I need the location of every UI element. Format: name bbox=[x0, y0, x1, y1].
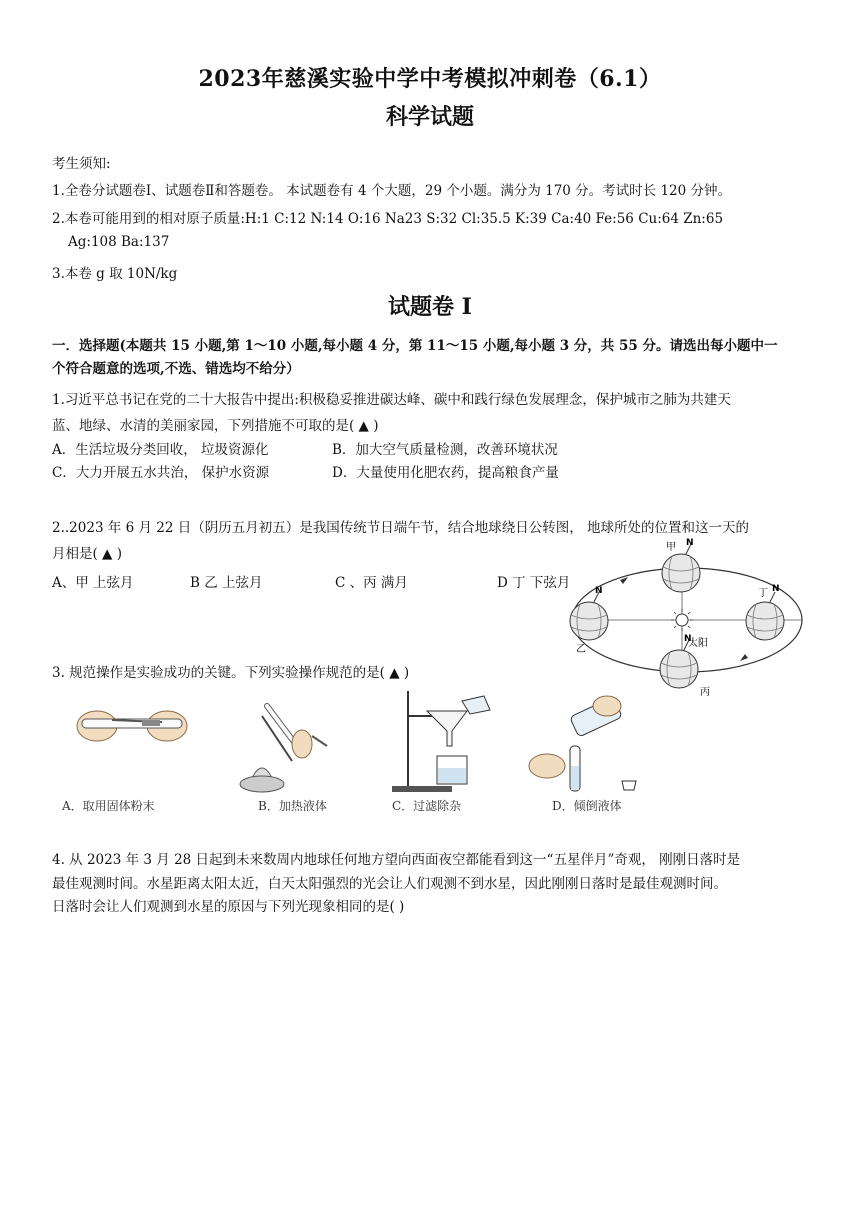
orbit-arrow-right bbox=[740, 654, 748, 661]
part1-instructions-2: 个符合题意的选项,不选、错选均不给分） bbox=[52, 361, 300, 377]
q2-stem-2: 月相是( ▲ ) bbox=[52, 546, 122, 562]
q1-option-c[interactable]: C．大力开展五水共治， 保护水资源 bbox=[52, 465, 270, 481]
q3-caption-b: B．加热液体 bbox=[258, 799, 327, 813]
position-label-ding: 丁 bbox=[758, 588, 768, 599]
q4-stem-2: 最佳观测时间。水星距离太阳太近，白天太阳强烈的光会让人们观测不到水星，因此刚刚日落时是最佳观测时间。 bbox=[52, 876, 727, 892]
q1-stem-1: 1.习近平总书记在党的二十大报告中提出:积极稳妥推进碳达峰、碳中和践行绿色发展理念，保护城市之肺为共建天 bbox=[52, 392, 731, 408]
filtration-icon bbox=[392, 691, 490, 792]
q2-option-a[interactable]: A、甲 上弦月 bbox=[52, 575, 134, 591]
q3-stem: 3. 规范操作是实验成功的关键。下列实验操作规范的是( ▲ ) bbox=[52, 665, 410, 681]
orbit-arrow-left bbox=[620, 577, 628, 584]
q1-options-row-1 bbox=[52, 438, 558, 458]
earth-globe-yi-icon bbox=[570, 592, 608, 640]
q2-stem-1: 2..2023 年 6 月 22 日（阴历五月初五）是我国传统节日端午节，结合地球绕日公转图， 地球所处的位置和这一天的 bbox=[52, 520, 750, 536]
q3-caption-a: A．取用固体粉末 bbox=[62, 799, 155, 813]
q2-options bbox=[52, 571, 570, 591]
q1-option-d[interactable]: D．大量使用化肥农药，提高粮食产量 bbox=[332, 465, 559, 481]
north-label-jia: N bbox=[686, 538, 694, 548]
north-label-yi: N bbox=[595, 586, 603, 596]
earth-globe-ding-icon bbox=[746, 592, 784, 640]
earth-orbit-diagram bbox=[562, 535, 812, 710]
q2-option-c[interactable]: C 、丙 满月 bbox=[335, 575, 408, 591]
position-label-bing: 丙 bbox=[700, 687, 710, 698]
q4-stem-3: 日落时会让人们观测到水星的原因与下列光现象相同的是( ) bbox=[52, 899, 405, 915]
test-tube-powder-icon bbox=[77, 711, 187, 741]
lab-operations-figure bbox=[52, 686, 702, 822]
q3-caption-c: C．过滤除杂 bbox=[392, 799, 462, 813]
notice-item-2: 2.本卷可能用到的相对原子质量:H:1 C:12 N:14 O:16 Na23 S:32 Cl:35.5 K:39 Ca:40 Fe:56 Cu:64 Zn:65 bbox=[52, 211, 724, 227]
section-title: 试题卷 Ⅰ bbox=[388, 294, 472, 320]
q2-option-b[interactable]: B 乙 上弦月 bbox=[190, 575, 263, 591]
north-label-bing: N bbox=[684, 634, 692, 644]
notice-item-2-cont: Ag:108 Ba:137 bbox=[68, 234, 170, 250]
position-label-jia: 甲 bbox=[666, 542, 676, 553]
notice-item-3: 3.本卷 g 取 10N/kg bbox=[52, 266, 178, 282]
north-label-ding: N bbox=[772, 584, 780, 594]
notice-item-1: 1.全卷分试题卷Ⅰ、试题卷Ⅱ和答题卷。 本试题卷有 4 个大题，29 个小题。满分为 170 分。考试时长 120 分钟。 bbox=[52, 183, 732, 199]
heating-liquid-icon bbox=[240, 706, 327, 792]
q1-stem-2: 蓝、地绿、水清的美丽家园，下列措施不可取的是( ▲ ) bbox=[52, 418, 379, 434]
exam-title: 2023年慈溪实验中学中考模拟冲刺卷（6.1） bbox=[198, 66, 662, 92]
q1-option-a[interactable]: A．生活垃圾分类回收， 垃圾资源化 bbox=[52, 442, 269, 458]
q1-option-b[interactable]: B．加大空气质量检测，改善环境状况 bbox=[332, 442, 558, 458]
q2-option-d[interactable]: D 丁 下弦月 bbox=[497, 575, 571, 591]
position-label-yi: 乙 bbox=[576, 644, 586, 655]
part1-instructions-1: 一．选择题(本题共 15 小题,第 1～10 小题,每小题 4 分，第 11～15 小题,每小题 3 分，共 55 分。请选出每小题中一 bbox=[52, 338, 778, 354]
pouring-liquid-icon bbox=[529, 696, 636, 791]
exam-subtitle: 科学试题 bbox=[385, 104, 474, 130]
sun-label: 太阳 bbox=[688, 638, 708, 649]
q1-options-row-2 bbox=[52, 461, 559, 481]
q3-caption-d: D．倾倒液体 bbox=[552, 799, 622, 813]
notice-heading: 考生须知: bbox=[52, 156, 111, 172]
q4-stem-1: 4. 从 2023 年 3 月 28 日起到未来数周内地球任何地方望向西面夜空都能看到这一“五星伴月”奇观， 刚刚日落时是 bbox=[52, 852, 741, 868]
